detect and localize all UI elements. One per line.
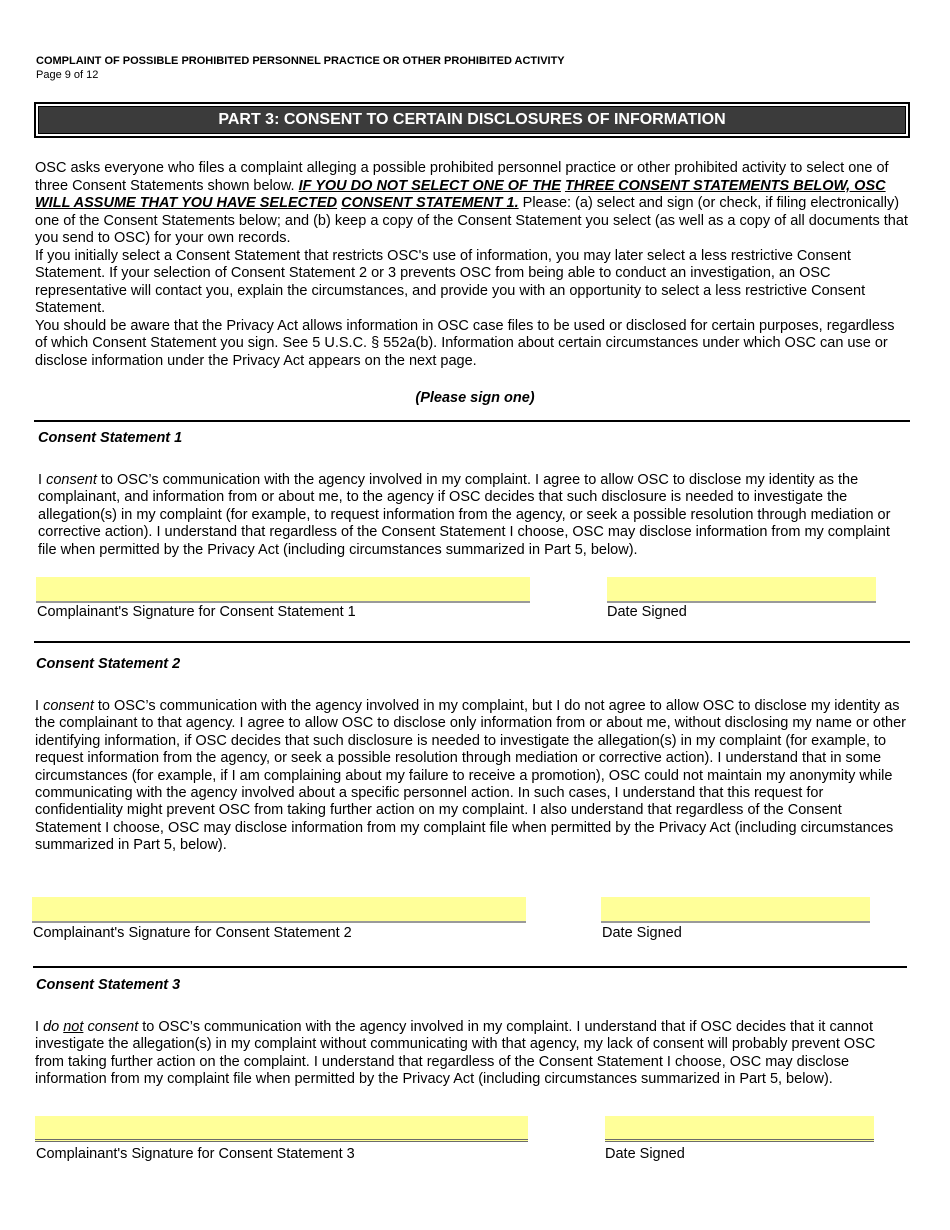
divider bbox=[34, 641, 910, 643]
consent-3-signature-field[interactable] bbox=[35, 1116, 528, 1142]
part-title: PART 3: CONSENT TO CERTAIN DISCLOSURES OF INFORMATION bbox=[38, 106, 906, 134]
consent-3-text: I do not consent to OSC’s communication with the agency involved in my complaint. I understand that if OSC decides that it cannot investigate the allegation(s) in my complaint without communicating with that agency, my lack of consent will probably prevent OSC from taking further action on the complaint. I understand that regardless of the Consent Statement I choose, OSC may disclose information from my complaint file when permitted by the Privacy Act (including circumstances summarized in Part 5, below). bbox=[35, 1019, 876, 1088]
part-banner bbox=[34, 102, 910, 138]
consent-2-text: I consent to OSC’s communication with the agency involved in my complaint, but I do not agree to allow OSC to disclose my identity as the complainant to that agency. I agree to allow OSC to disclose only information from or about me, without disclosing my name or other identifying information, if OSC decides that such disclosure is needed to investigate the allegation(s) in my complaint (for example, to request information from the agency, or seek a possible resolution through mediation or corrective action). I understand that in some circumstances (for example, if I am complaining about my failure to receive a promotion), OSC could not maintain my anonymity while communicating with the agency involved about a specific personnel action. In such cases, I understand that this request for confidentiality might prevent OSC from taking further action on my complaint. I also understand that regardless of the Consent Statement I choose, OSC may disclose information from my complaint file when permitted by the Privacy Act (including circumstances summarized in Part 5, below). bbox=[35, 698, 906, 854]
page-number: Page 9 of 12 bbox=[36, 69, 99, 81]
consent-3-signature-label: Complainant's Signature for Consent Statement 3 bbox=[36, 1146, 355, 1162]
intro-paragraph-1: OSC asks everyone who files a complaint alleging a possible prohibited personnel practice or other prohibited activity to select one of three Consent Statements shown below. IF YOU DO NOT SELECT ONE OF THE THREE CONSENT STATEMENTS BELOW, OSC WILL ASSUME THAT YOU HAVE SELECTED CONSENT STATEMENT 1. Please: (a) select and sign (or check, if filing electronically) one of the Consent Statements below; and (b) keep a copy of the Consent Statement you select (as well as a copy of all documents that you send to OSC) for your own records. bbox=[35, 160, 908, 246]
intro-paragraph-2: If you initially select a Consent Statement that restricts OSC's use of information, you may later select a less restrictive Consent Statement. If your selection of Consent Statement 2 or 3 prevents OSC from being able to conduct an investigation, an OSC representative will contact you, explain the circumstances, and provide you with an opportunity to select a less restrictive Consent Statement. bbox=[35, 247, 866, 316]
consent-1-date-field[interactable] bbox=[607, 577, 876, 603]
consent-3-date-field[interactable] bbox=[605, 1116, 874, 1142]
consent-2-date-label: Date Signed bbox=[602, 925, 682, 941]
consent-1-date-label: Date Signed bbox=[607, 604, 687, 620]
consent-1-title: Consent Statement 1 bbox=[38, 430, 183, 446]
divider bbox=[33, 966, 907, 968]
consent-2-date-field[interactable] bbox=[601, 897, 870, 923]
divider bbox=[34, 420, 910, 422]
please-sign-note: (Please sign one) bbox=[415, 390, 535, 406]
consent-2-signature-field[interactable] bbox=[32, 897, 526, 923]
consent-2-title: Consent Statement 2 bbox=[36, 656, 181, 672]
consent-3-title: Consent Statement 3 bbox=[36, 977, 181, 993]
consent-1-signature-field[interactable] bbox=[36, 577, 530, 603]
consent-2-signature-label: Complainant's Signature for Consent Statement 2 bbox=[33, 925, 352, 941]
form-title: COMPLAINT OF POSSIBLE PROHIBITED PERSONNEL PRACTICE OR OTHER PROHIBITED ACTIVITY bbox=[36, 55, 565, 67]
consent-1-text: I consent to OSC’s communication with the agency involved in my complaint. I agree to allow OSC to disclose my identity as the complainant, and information from or about me, to the agency if OSC decides that such disclosure is needed to investigate the allegation(s) in my complaint (for example, to request information from the agency, or seek a possible resolution through mediation or corrective action). I understand that regardless of the Consent Statement I choose, OSC may disclose information from my complaint file when permitted by the Privacy Act (including circumstances summarized in Part 5, below). bbox=[38, 472, 891, 558]
consent-3-date-label: Date Signed bbox=[605, 1146, 685, 1162]
consent-1-signature-label: Complainant's Signature for Consent Statement 1 bbox=[37, 604, 356, 620]
intro-paragraph-3: You should be aware that the Privacy Act allows information in OSC case files to be used or disclosed for certain purposes, regardless of which Consent Statement you sign. See 5 U.S.C. § 552a(b). Information about certain circumstances under which OSC can use or disclose information under the Privacy Act appears on the next page. bbox=[35, 317, 895, 369]
intro-text bbox=[35, 160, 910, 370]
